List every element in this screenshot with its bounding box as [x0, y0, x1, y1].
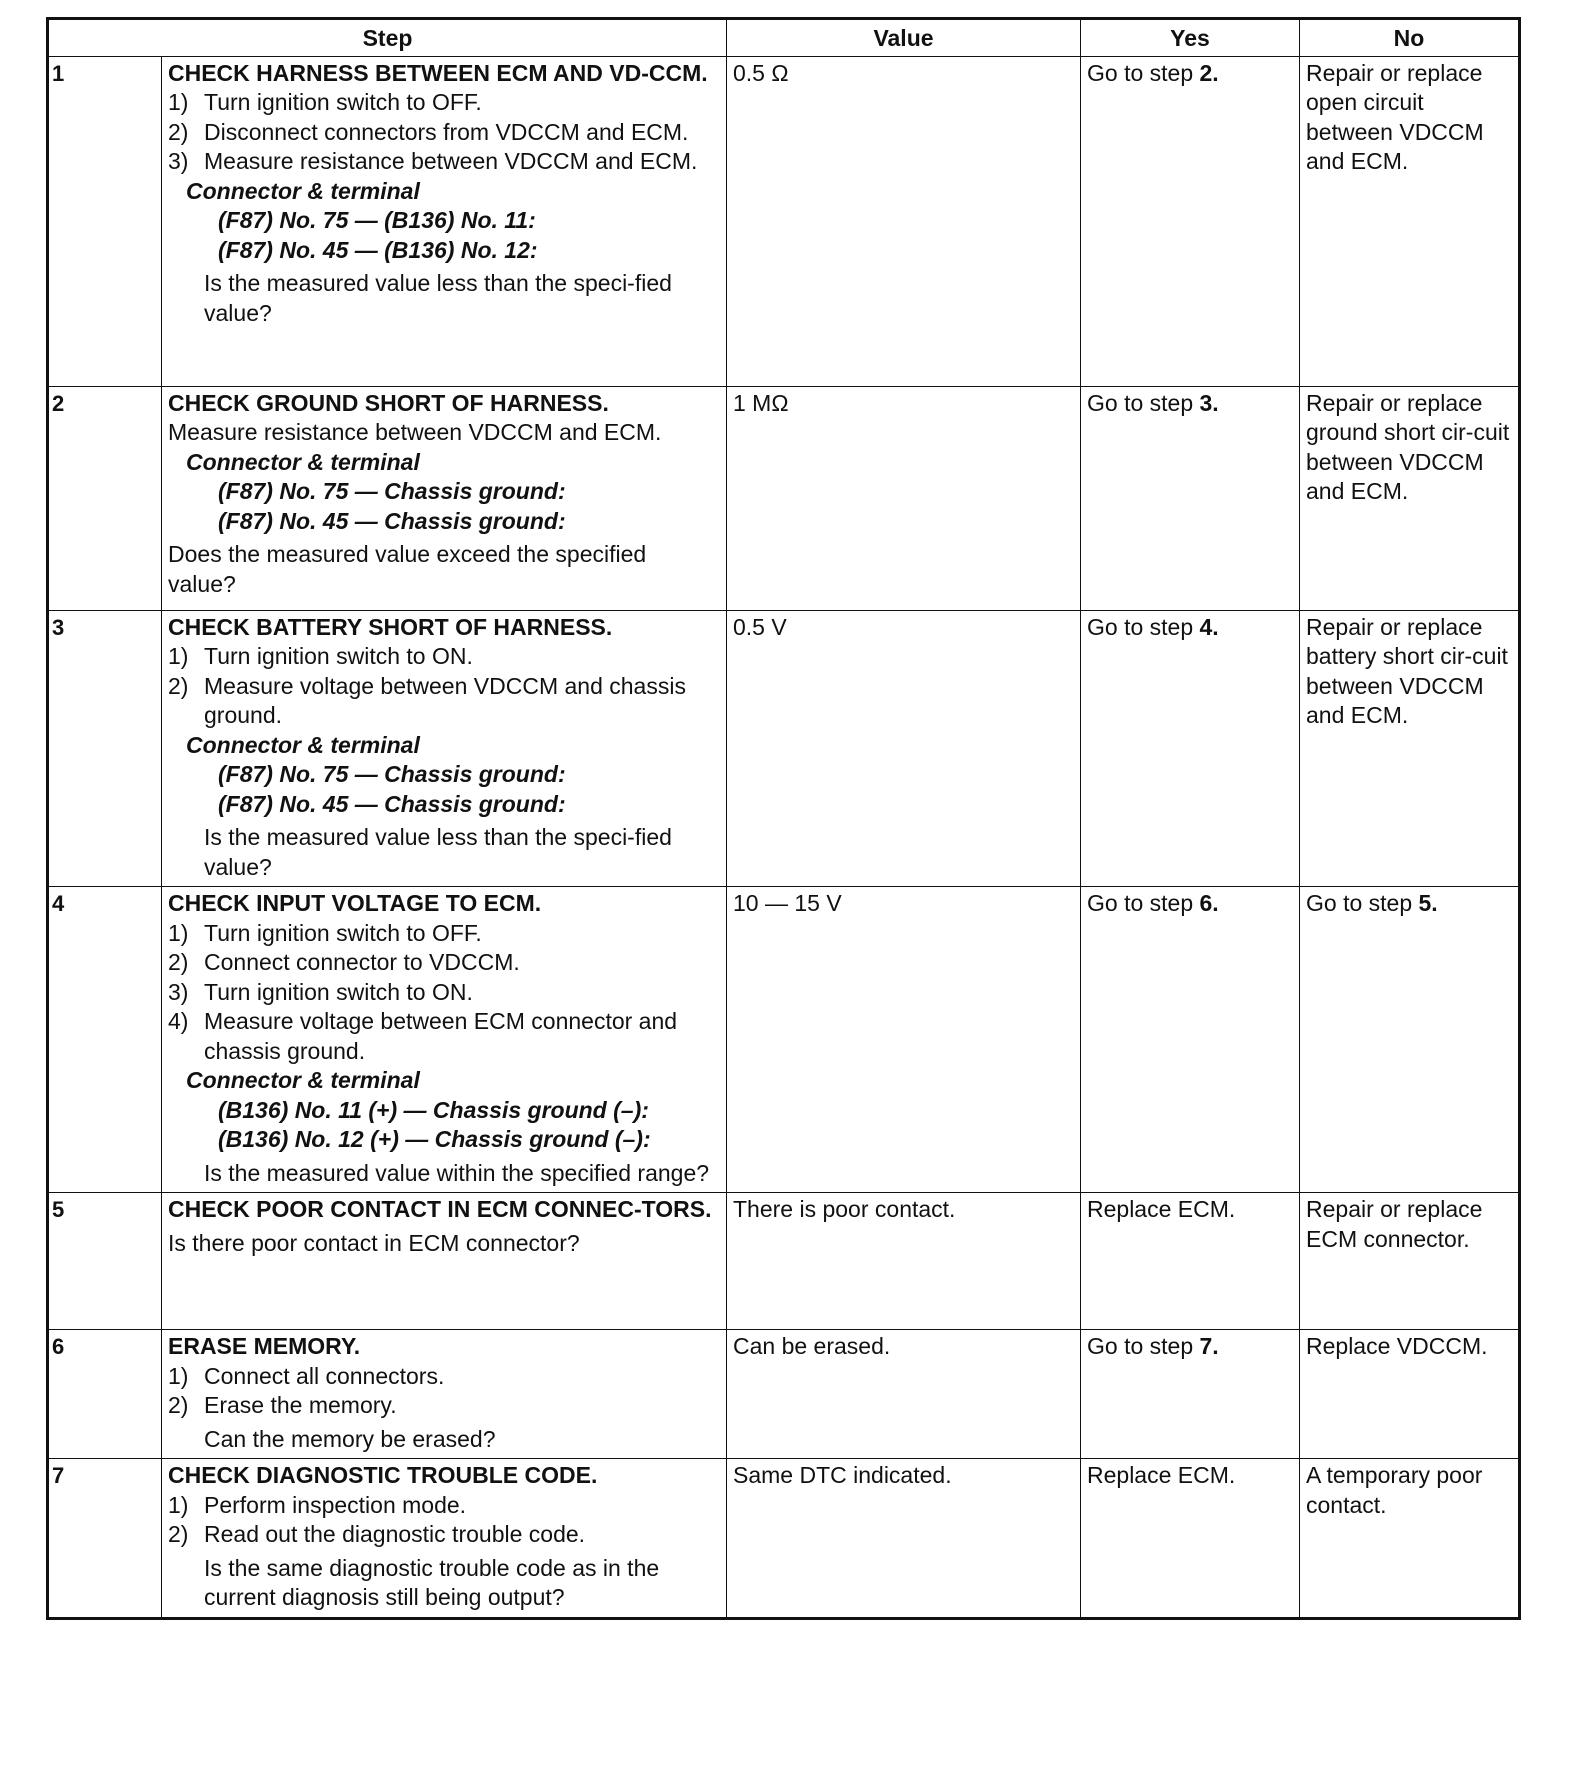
table-row — [48, 887, 1520, 1193]
yes-cell — [1081, 1330, 1300, 1459]
terminal-spec: (F87) No. 75 — (B136) No. 11: — [218, 207, 536, 233]
no-text: Go to step — [1306, 890, 1419, 916]
substep-text: Turn ignition switch to OFF. — [204, 89, 482, 115]
substep-number: 2) — [168, 949, 189, 975]
yes-text: Go to step — [1087, 389, 1200, 416]
no-cell — [1300, 1459, 1520, 1619]
table-row — [48, 1193, 1520, 1330]
step-title: ERASE MEMORY. — [168, 1333, 361, 1359]
no-text: A temporary poor contact. — [1306, 1462, 1483, 1518]
header-yes: Yes — [1081, 19, 1300, 57]
step-cell — [162, 1193, 727, 1330]
no-cell — [1300, 386, 1520, 610]
no-text: Repair or replace ECM connector. — [1306, 1196, 1483, 1252]
no-cell — [1300, 56, 1520, 386]
terminal-spec: (F87) No. 45 — Chassis ground: — [218, 790, 566, 817]
terminal-spec: (B136) No. 12 (+) — Chassis ground (–): — [218, 1126, 651, 1152]
step-title: CHECK GROUND SHORT OF HARNESS. — [168, 389, 609, 416]
yes-cell — [1081, 1193, 1300, 1330]
header-step: Step — [48, 19, 727, 57]
no-text: Replace VDCCM. — [1306, 1333, 1488, 1359]
step-number: 6 — [48, 1330, 162, 1459]
substep-number: 4) — [168, 1008, 189, 1034]
terminal-spec: (F87) No. 45 — Chassis ground: — [218, 507, 566, 534]
header-value: Value — [727, 19, 1081, 57]
terminal-spec: (B136) No. 11 (+) — Chassis ground (–): — [218, 1096, 649, 1123]
yes-text: Go to step — [1087, 1333, 1200, 1359]
substep-text: Measure resistance between VDCCM and ECM. — [204, 148, 698, 174]
step-number: 3 — [48, 610, 162, 887]
yes-text: Replace ECM. — [1087, 1462, 1236, 1488]
step-question: Is the measured value less than the speci-fied value? — [204, 270, 672, 326]
step-question: Can the memory be erased? — [204, 1425, 496, 1452]
value-cell: 0.5 Ω — [727, 56, 1081, 386]
substep-text: Turn ignition switch to ON. — [204, 643, 473, 669]
step-number: 4 — [48, 887, 162, 1193]
substep — [168, 1362, 720, 1392]
no-text: Repair or replace ground short cir-cuit between VDCCM and ECM. — [1306, 389, 1510, 504]
step-title: CHECK INPUT VOLTAGE TO ECM. — [168, 890, 542, 916]
yes-text: Go to step — [1087, 613, 1200, 640]
table-row — [48, 1459, 1520, 1619]
yes-step-ref: 3. — [1199, 389, 1219, 416]
substep-text: Measure voltage between ECM connector and chassis ground. — [204, 1008, 678, 1064]
yes-text: Go to step — [1087, 890, 1200, 916]
value-cell: 1 MΩ — [727, 386, 1081, 610]
terminal-spec: (F87) No. 75 — Chassis ground: — [218, 478, 566, 504]
step-number: 5 — [48, 1193, 162, 1330]
table-row — [48, 386, 1520, 610]
step-cell — [162, 1459, 727, 1619]
substep-number: 1) — [168, 89, 189, 115]
no-step-ref: 5. — [1418, 890, 1438, 916]
table-body — [48, 56, 1520, 1618]
yes-cell — [1081, 1459, 1300, 1619]
substep-number: 3) — [168, 978, 189, 1005]
diagnostic-table — [46, 17, 1521, 1620]
substep — [168, 978, 720, 1008]
no-cell — [1300, 1193, 1520, 1330]
step-intro: Measure resistance between VDCCM and ECM. — [168, 419, 662, 445]
yes-step-ref: 4. — [1199, 613, 1219, 640]
table-row — [48, 56, 1520, 386]
substep-number: 2) — [168, 1521, 189, 1547]
step-cell — [162, 610, 727, 887]
substep-number: 1) — [168, 919, 189, 946]
connector-label: Connector & terminal — [186, 177, 420, 204]
substep-number: 2) — [168, 118, 189, 145]
step-question: Is there poor contact in ECM connector? — [168, 1229, 580, 1256]
table-row — [48, 1330, 1520, 1459]
value-cell: There is poor contact. — [727, 1193, 1081, 1330]
substep — [168, 672, 720, 731]
substep-text: Turn ignition switch to OFF. — [204, 919, 482, 946]
substep-text: Connect all connectors. — [204, 1362, 445, 1389]
yes-step-ref: 6. — [1199, 890, 1219, 916]
step-question: Is the same diagnostic trouble code as in the current diagnosis still being output? — [204, 1554, 660, 1610]
terminal-spec: (F87) No. 45 — (B136) No. 12: — [218, 236, 538, 263]
value-cell: Can be erased. — [727, 1330, 1081, 1459]
step-title: CHECK HARNESS BETWEEN ECM AND VD-CCM. — [168, 59, 708, 86]
step-title: CHECK DIAGNOSTIC TROUBLE CODE. — [168, 1462, 598, 1488]
substep-number: 1) — [168, 643, 189, 669]
substep — [168, 1391, 720, 1421]
substep — [168, 1007, 720, 1066]
substep-number: 3) — [168, 148, 189, 174]
substep-text: Turn ignition switch to ON. — [204, 978, 473, 1005]
yes-cell — [1081, 610, 1300, 887]
step-number: 2 — [48, 386, 162, 610]
value-cell: 0.5 V — [727, 610, 1081, 887]
substep-number: 2) — [168, 1392, 189, 1418]
step-number: 7 — [48, 1459, 162, 1619]
substep-number: 2) — [168, 672, 189, 699]
yes-step-ref: 2. — [1199, 59, 1219, 86]
yes-text: Go to step — [1087, 59, 1200, 86]
step-title: CHECK BATTERY SHORT OF HARNESS. — [168, 613, 613, 640]
step-cell — [162, 887, 727, 1193]
substep-text: Disconnect connectors from VDCCM and ECM. — [204, 118, 689, 145]
step-title: CHECK POOR CONTACT IN ECM CONNEC-TORS. — [168, 1196, 712, 1222]
yes-cell — [1081, 386, 1300, 610]
substep — [168, 118, 720, 148]
yes-step-ref: 7. — [1199, 1333, 1219, 1359]
connector-label: Connector & terminal — [186, 731, 420, 758]
table-header-row — [48, 19, 1520, 57]
substep-text: Read out the diagnostic trouble code. — [204, 1521, 586, 1547]
no-cell — [1300, 610, 1520, 887]
step-question: Is the measured value within the specified range? — [204, 1159, 710, 1186]
no-cell — [1300, 887, 1520, 1193]
no-text: Repair or replace open circuit between VDCCM and ECM. — [1306, 59, 1484, 174]
substep-text: Connect connector to VDCCM. — [204, 949, 520, 975]
substep — [168, 1491, 720, 1521]
substep-text: Erase the memory. — [204, 1392, 397, 1418]
table-row — [48, 610, 1520, 887]
terminal-spec: (F87) No. 75 — Chassis ground: — [218, 761, 566, 787]
yes-cell — [1081, 887, 1300, 1193]
substep-text: Measure voltage between VDCCM and chassis ground. — [204, 672, 686, 728]
step-cell — [162, 386, 727, 610]
no-cell — [1300, 1330, 1520, 1459]
substep — [168, 642, 720, 672]
value-cell: 10 — 15 V — [727, 887, 1081, 1193]
step-question: Does the measured value exceed the specified value? — [168, 541, 647, 597]
substep-number: 1) — [168, 1362, 189, 1389]
substep-number: 1) — [168, 1491, 189, 1518]
substep — [168, 88, 720, 118]
step-question: Is the measured value less than the speci-fied value? — [204, 824, 672, 880]
substep — [168, 948, 720, 978]
substep — [168, 919, 720, 949]
step-number: 1 — [48, 56, 162, 386]
substep — [168, 1520, 720, 1550]
connector-label: Connector & terminal — [186, 1067, 420, 1093]
header-no: No — [1300, 19, 1520, 57]
connector-label: Connector & terminal — [186, 448, 420, 475]
step-cell — [162, 1330, 727, 1459]
substep — [168, 147, 720, 177]
yes-cell — [1081, 56, 1300, 386]
no-text: Repair or replace battery short cir-cuit between VDCCM and ECM. — [1306, 613, 1508, 728]
yes-text: Replace ECM. — [1087, 1196, 1236, 1222]
step-cell — [162, 56, 727, 386]
value-cell: Same DTC indicated. — [727, 1459, 1081, 1619]
substep-text: Perform inspection mode. — [204, 1491, 467, 1518]
